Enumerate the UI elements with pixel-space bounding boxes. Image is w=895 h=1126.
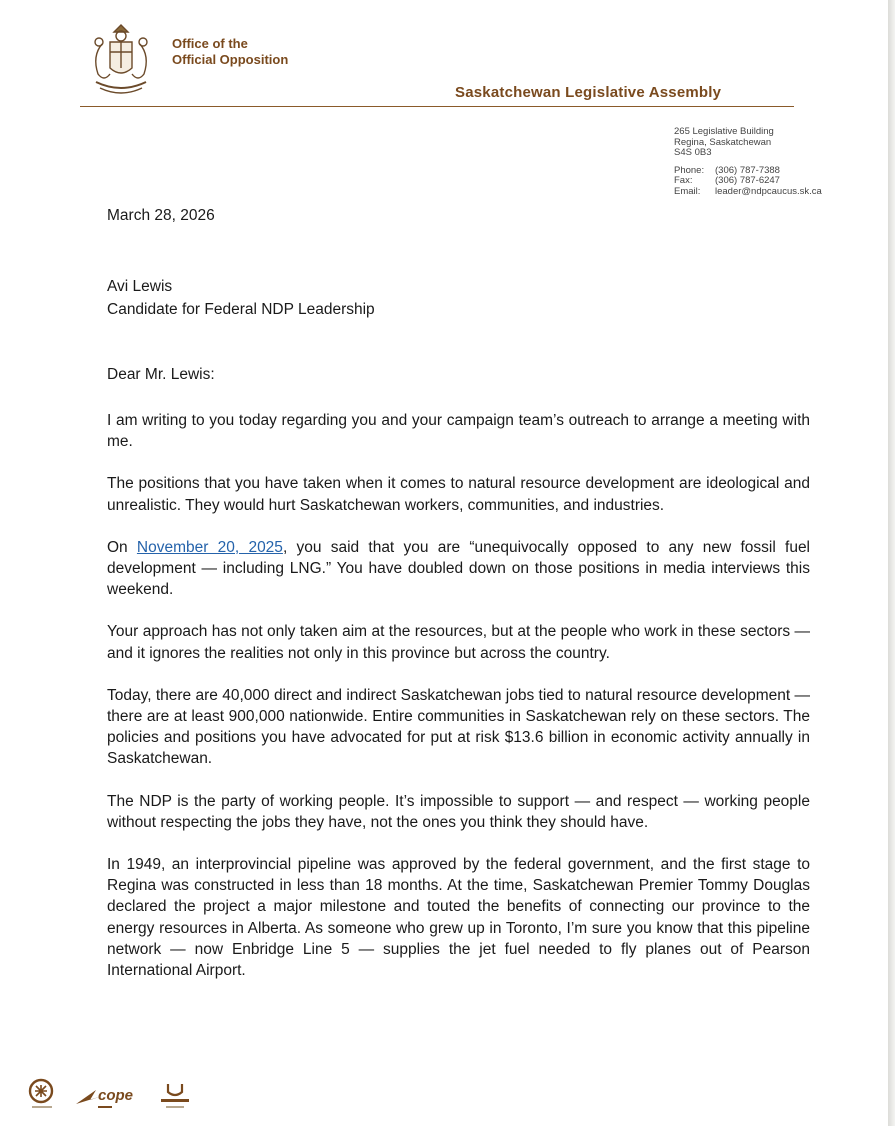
- paragraph-3: [107, 537, 810, 601]
- fax-label: Fax:: [674, 175, 693, 186]
- recipient-title: Candidate for Federal NDP Leadership: [107, 301, 375, 318]
- office-title: [172, 36, 288, 68]
- cope-logo-text: cope: [98, 1087, 134, 1104]
- letter-body: [107, 410, 810, 1002]
- address-line1: 265 Legislative Building: [674, 126, 774, 137]
- office-line2: Official Opposition: [172, 52, 289, 67]
- paragraph-1: I am writing to you today regarding you and your campaign team’s outreach to arrange a meeting with me.: [107, 412, 810, 451]
- letterhead-divider: [80, 106, 794, 107]
- coat-of-arms-icon: [84, 22, 158, 100]
- paragraph-6: The NDP is the party of working people. It’s impossible to support — and respect — working people without respecting the jobs they have, not the ones you think they should have.: [107, 792, 810, 831]
- paragraph-3-rest: , you said that you are “unequivocally opposed to any new fossil fuel development — including LNG.” You have doubled down on those positions in media interviews this weekend.: [107, 538, 811, 599]
- address-line3: S4S 0B3: [674, 147, 712, 158]
- paragraph-2: The positions that you have taken when it comes to natural resource development are ideological and unrealistic. They would hurt Saskatchewan workers, communities, and industries.: [107, 475, 810, 514]
- address-line2: Regina, Saskatchewan: [674, 136, 772, 148]
- recipient-block: [107, 275, 375, 321]
- letter-date: March 28, 2026: [107, 207, 215, 224]
- email-address: leader@ndpcaucus.sk.ca: [715, 185, 822, 197]
- office-line1: Office of the: [172, 36, 248, 51]
- paragraph-4: Your approach has not only taken aim at the resources, but at the people who work in these sectors — and it ignores the realities not only in this province but across the country.: [107, 623, 810, 662]
- paragraph-5: Today, there are 40,000 direct and indirect Saskatchewan jobs tied to natural resource development — there are at least 900,000 nationwide. Entire communities in Saskatchewan rely on these sectors. The policies and positions you have advocated for put at risk $13.6 billion in economic activity annually in Saskatchewan.: [107, 686, 810, 768]
- salutation: Dear Mr. Lewis:: [107, 366, 215, 383]
- page-edge-shadow: [888, 0, 895, 1126]
- union-seal-icon: [26, 1078, 58, 1112]
- date-link[interactable]: November 20, 2025: [136, 538, 283, 556]
- address-block: [674, 127, 822, 197]
- email-label: Email:: [674, 185, 701, 197]
- recipient-name: Avi Lewis: [107, 278, 173, 295]
- phone-label: Phone:: [674, 164, 705, 176]
- fax-number: (306) 787-6247: [715, 175, 780, 186]
- unifor-logo: [158, 1082, 192, 1112]
- phone-number: (306) 787-7388: [715, 164, 780, 176]
- paragraph-3-start: On: [107, 538, 137, 556]
- assembly-title: Saskatchewan Legislative Assembly: [455, 84, 722, 101]
- email-row: [674, 187, 822, 198]
- paragraph-7: In 1949, an interprovincial pipeline was approved by the federal government, and the first stage to Regina was constructed in less than 18 months. At the time, Saskatchewan Premier Tommy Douglas declared the project a major milestone and touted the benefits of connecting our province to the energy resources in Alberta. As someone who grew up in Toronto, I’m sure you know that this pipeline network — now Enbridge Line 5 — supplies the jet fuel needed to fly planes out of Pearson International Airport.: [107, 856, 810, 980]
